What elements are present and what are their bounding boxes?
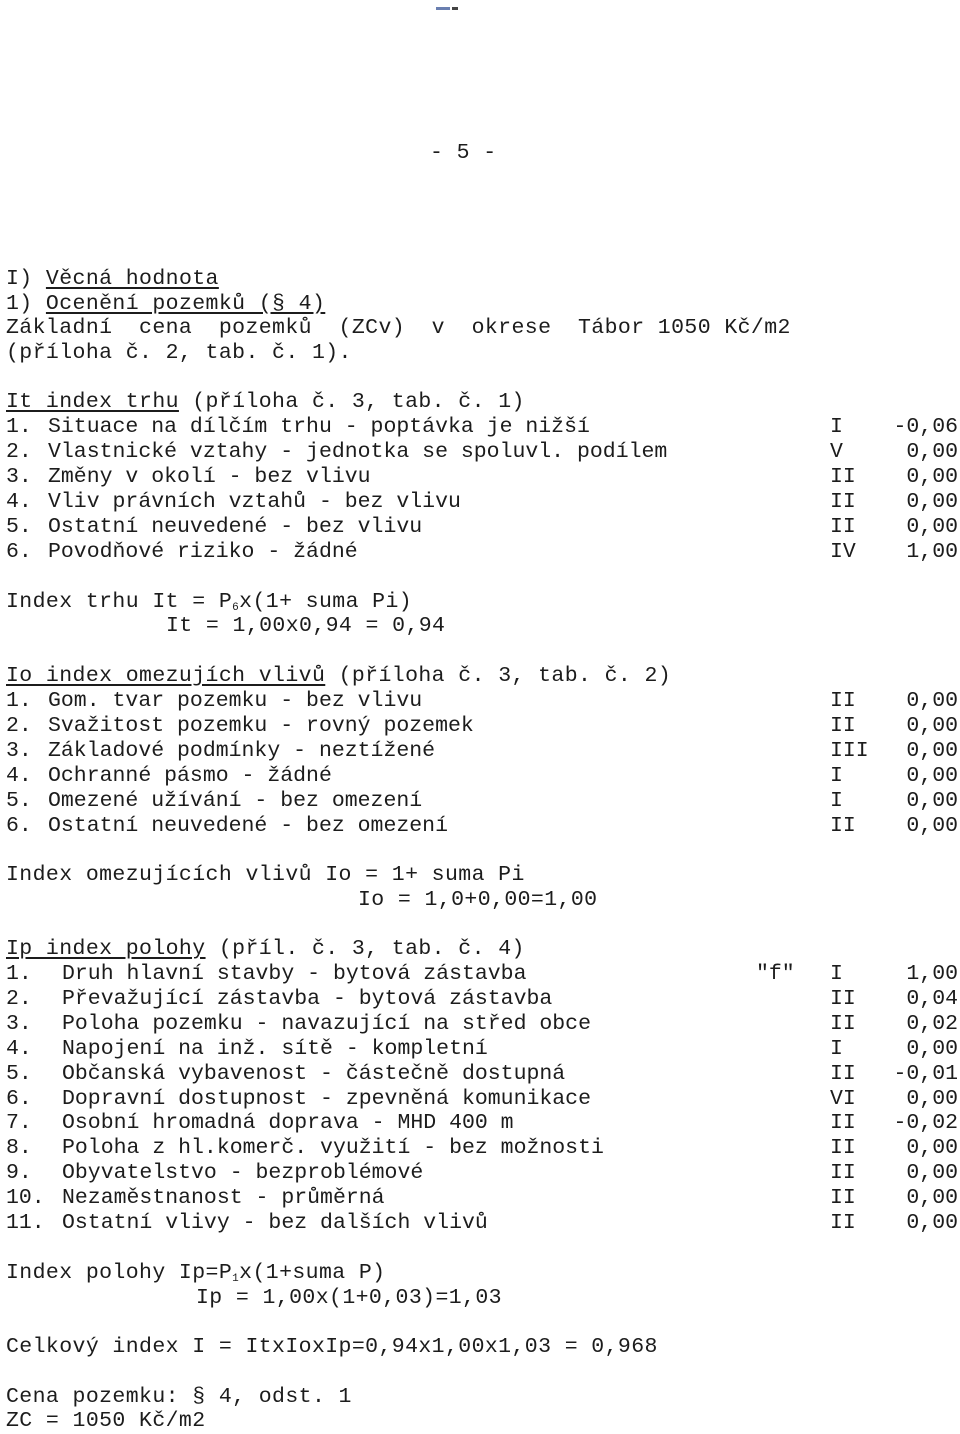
item-class: I: [830, 788, 843, 813]
item-value: 0,00: [906, 1136, 958, 1161]
page-number: - 5 -: [430, 141, 497, 165]
item-value: 0,00: [906, 1186, 958, 1211]
item-value: 0,00: [906, 439, 958, 464]
item-number: 3.: [6, 464, 32, 489]
io-formula: Index omezujících vlivů Io = 1+ suma Pi: [6, 863, 525, 887]
item-text: Nezaměstnanost - průměrná: [62, 1186, 385, 1211]
list-item: [0, 540, 960, 565]
list-item: [0, 465, 960, 490]
list-item: [0, 962, 960, 987]
ip-heading: Ip index polohy (příl. č. 3, tab. č. 4): [6, 937, 525, 961]
item-class: II: [830, 813, 856, 838]
item-value: 0,00: [906, 489, 958, 514]
item-value: 0,00: [906, 514, 958, 539]
list-item: [0, 440, 960, 465]
item-class: IV: [830, 539, 856, 564]
item-value: 0,04: [906, 986, 958, 1011]
item-text: Povodňové riziko - žádné: [48, 539, 358, 564]
item-text: Základové podmínky - neztížené: [48, 738, 436, 763]
item-text: Občanská vybavenost - částečně dostupná: [62, 1061, 566, 1086]
io-heading: Io index omezujích vlivů (příloha č. 3, tab. č. 2): [6, 664, 672, 688]
item-value: 0,00: [906, 1036, 958, 1061]
item-class: I: [830, 763, 843, 788]
item-value: -0,06: [893, 415, 958, 439]
total-index: Celkový index I = ItxIoxIp=0,94x1,00x1,03 = 0,968: [6, 1335, 658, 1359]
item-text: Ochranné pásmo - žádné: [48, 763, 332, 788]
list-item: [0, 515, 960, 540]
subsection-title-text: Ocenění pozemků (§ 4): [45, 292, 326, 316]
list-item: [0, 987, 960, 1012]
price-reference: Cena pozemku: § 4, odst. 1: [6, 1385, 352, 1409]
item-number: 4.: [6, 1036, 32, 1061]
item-class: II: [830, 1186, 856, 1211]
list-item: [0, 1111, 960, 1136]
item-number: 5.: [6, 1061, 32, 1086]
item-text: Situace na dílčím trhu - poptávka je nižší: [48, 415, 590, 439]
item-number: 9.: [6, 1161, 32, 1186]
item-value: 0,00: [906, 1161, 958, 1186]
item-number: 4.: [6, 763, 32, 788]
list-item: [0, 415, 960, 440]
item-text: Osobní hromadná doprava - MHD 400 m: [62, 1111, 514, 1136]
ip-result: Ip = 1,00x(1+0,03)=1,03: [196, 1286, 502, 1310]
list-item: [0, 714, 960, 739]
item-value: -0,02: [893, 1111, 958, 1136]
list-item: [0, 689, 960, 714]
item-text: Druh hlavní stavby - bytová zástavba: [62, 962, 527, 986]
item-text: Omezené užívání - bez omezení: [48, 788, 423, 813]
item-class: I: [830, 1036, 843, 1061]
item-value: 0,00: [906, 1086, 958, 1111]
ip-formula: Index polohy $Ip=P_1x(1+suma$ P): [6, 1261, 386, 1285]
item-text: Napojení na inž. sítě - kompletní: [62, 1036, 488, 1061]
item-number: 8.: [6, 1136, 32, 1161]
item-text: Svažitost pozemku - rovný pozemek: [48, 713, 474, 738]
subsection-title: 1) Ocenění pozemků (§ 4): [6, 292, 326, 316]
item-text: Obyvatelstvo - bezproblémové: [62, 1161, 424, 1186]
list-item: [0, 1087, 960, 1112]
list-item: [0, 1037, 960, 1062]
item-text: Změny v okolí - bez vlivu: [48, 464, 371, 489]
item-number: 6.: [6, 1086, 32, 1111]
list-item: [0, 1062, 960, 1087]
item-number: 6.: [6, 813, 32, 838]
item-text: Vliv právních vztahů - bez vlivu: [48, 489, 461, 514]
item-text: Poloha z hl.komerč. využití - bez možnosti: [62, 1136, 604, 1161]
item-number: 6.: [6, 539, 32, 564]
item-value: 0,00: [906, 464, 958, 489]
it-heading: It index trhu (příloha č. 3, tab. č. 1): [6, 390, 525, 414]
item-text: Ostatní vlivy - bez dalších vlivů: [62, 1211, 488, 1235]
list-item: [0, 814, 960, 839]
item-value: 0,00: [906, 813, 958, 838]
base-price-line1: Základní cena pozemků (ZCv) v okrese Tábor 1050 Kč/m2: [6, 316, 791, 340]
item-value: 0,00: [906, 1211, 958, 1235]
item-value: -0,01: [893, 1061, 958, 1086]
it-formula: Index trhu $It = P_6x(1+$ suma Pi): [6, 590, 413, 614]
item-value: 1,00: [906, 539, 958, 564]
item-class: II: [830, 489, 856, 514]
item-number: 11.: [6, 1211, 45, 1235]
item-class: VI: [830, 1086, 856, 1111]
section-title-text: Věcná hodnota: [45, 267, 219, 291]
item-number: 5.: [6, 514, 32, 539]
item-value: 0,00: [906, 738, 958, 763]
item-class: III: [830, 738, 869, 763]
item-class: V: [830, 439, 843, 464]
item-number: 3.: [6, 738, 32, 763]
item-class: I: [830, 415, 843, 439]
item-class: II: [830, 464, 856, 489]
item-class: II: [830, 1136, 856, 1161]
item-number: 1.: [6, 689, 32, 713]
list-item: [0, 764, 960, 789]
item-number: 5.: [6, 788, 32, 813]
section-title: I) Věcná hodnota: [6, 267, 219, 291]
item-class: II: [830, 986, 856, 1011]
scan-mark: [436, 6, 458, 11]
price-value: ZC = 1050 Kč/m2: [6, 1409, 206, 1433]
list-item: [0, 1186, 960, 1211]
list-item: [0, 1136, 960, 1161]
item-number: 4.: [6, 489, 32, 514]
item-number: 1.: [6, 962, 32, 986]
item-text: Gom. tvar pozemku - bez vlivu: [48, 689, 423, 713]
item-class: II: [830, 1011, 856, 1036]
item-value: 1,00: [906, 962, 958, 986]
item-number: 2.: [6, 986, 32, 1011]
item-class: II: [830, 1161, 856, 1186]
item-text: Poloha pozemku - navazující na střed obce: [62, 1011, 591, 1036]
item-value: 0,00: [906, 689, 958, 713]
list-item: [0, 739, 960, 764]
item-class: II: [830, 689, 856, 713]
item-number: 2.: [6, 439, 32, 464]
item-text: Převažující zástavba - bytová zástavba: [62, 986, 553, 1011]
item-flag: "f": [756, 962, 795, 986]
list-item: [0, 1012, 960, 1037]
item-class: II: [830, 713, 856, 738]
io-result: Io = 1,0+0,00=1,00: [358, 888, 598, 912]
item-text: Dopravní dostupnost - zpevněná komunikace: [62, 1086, 591, 1111]
item-text: Ostatní neuvedené - bez vlivu: [48, 514, 423, 539]
item-class: I: [830, 962, 843, 986]
list-item: [0, 490, 960, 515]
base-price-line2: (příloha č. 2, tab. č. 1).: [6, 341, 352, 365]
item-number: 2.: [6, 713, 32, 738]
item-class: II: [830, 1211, 856, 1235]
item-value: 0,00: [906, 713, 958, 738]
item-number: 7.: [6, 1111, 32, 1136]
it-result: It = 1,00x0,94 = 0,94: [166, 614, 446, 638]
item-value: 0,00: [906, 763, 958, 788]
item-value: 0,00: [906, 788, 958, 813]
item-number: 10.: [6, 1186, 45, 1211]
item-class: II: [830, 1111, 856, 1136]
list-item: [0, 789, 960, 814]
item-value: 0,02: [906, 1011, 958, 1036]
item-number: 3.: [6, 1011, 32, 1036]
item-text: Vlastnické vztahy - jednotka se spoluvl. podílem: [48, 439, 668, 464]
item-number: 1.: [6, 415, 32, 439]
item-class: II: [830, 1061, 856, 1086]
list-item: [0, 1161, 960, 1186]
list-item: [0, 1211, 960, 1236]
item-text: Ostatní neuvedené - bez omezení: [48, 813, 448, 838]
item-class: II: [830, 514, 856, 539]
